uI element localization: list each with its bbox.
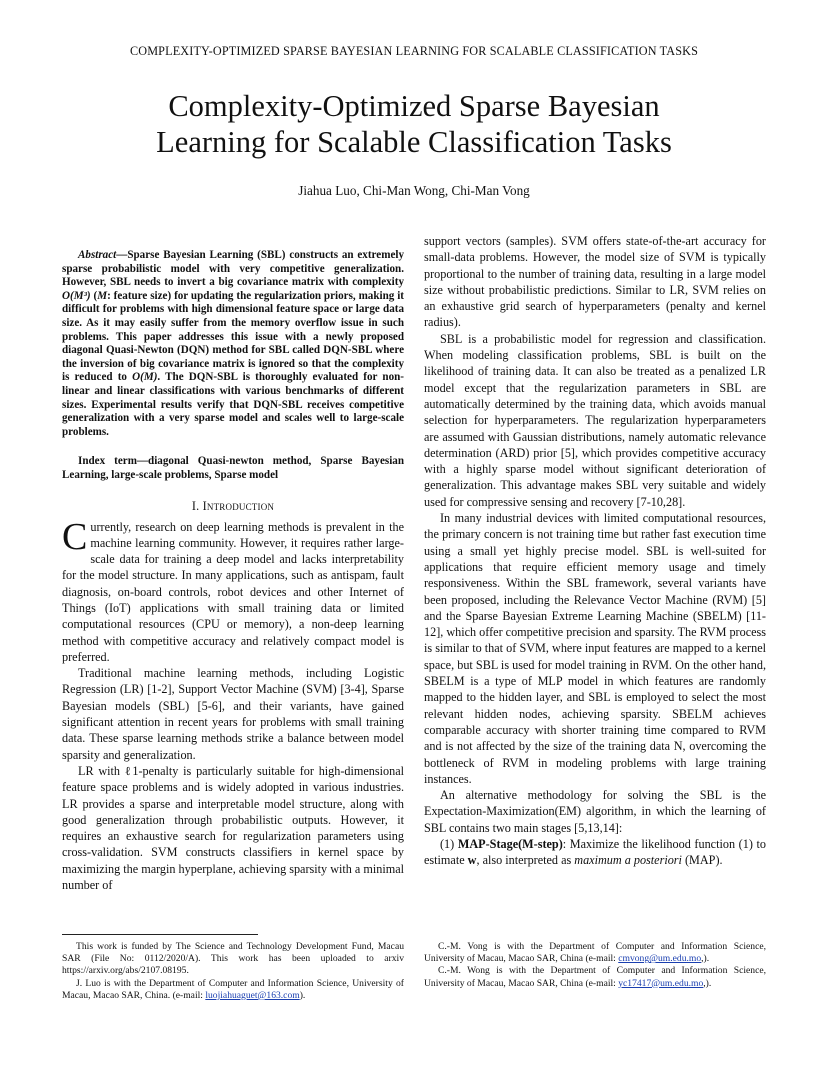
author-list: Jiahua Luo, Chi-Man Wong, Chi-Man Vong [298,183,530,198]
vong-affiliation-text: C.-M. Vong is with the Department of Computer and Information Science, University of Macau, Macao SAR, China (e-mail: [424,941,766,965]
map-stage-text: : Maximize the likelihood function (1) to estimate [424,836,766,868]
abstract-lead: Abstract [78,249,117,261]
map-term: maximum a posteriori [574,853,682,868]
footnotes-right [424,941,766,990]
drop-cap: C [62,515,88,558]
wong-affiliation-footnote [424,965,766,989]
title-line-2: Learning for Scalable Classification Tasks [156,125,672,159]
title-line-1: Complexity-Optimized Sparse Bayesian [168,89,660,123]
right-paragraph-1: SBL is a probabilistic model for regression and classification. When modeling classification problems, SBL is built on the likelihood of training data. It can also be treated as a penalized LR model except that the regularization parameters in SBL are automatically determined by the training data, which avoids manual selection for hyperparameters. The regularization hyperparameters are assumed with Gaussian distributions, namely automatic relevance determination (ARD) prior [5], which provides competitive accuracy with a highly sparse model without significant deterioration of generalization. This advantage makes SBL very suitable and widely used for compressive sensing and recovery [7-10,28]. [424,331,766,509]
map-stage-text-2: , also interpreted as [476,853,575,868]
intro-paragraph-1 [62,515,404,666]
running-head: COMPLEXITY-OPTIMIZED SPARSE BAYESIAN LEARNING FOR SCALABLE CLASSIFICATION TASKS [129,44,699,58]
luo-affiliation-footnote [62,978,404,1002]
abstract [62,249,404,439]
intro-paragraph-3: LR with ℓ1-penalty is particularly suitable for high-dimensional feature space problems and is widely adopted in various industries. LR provides a sparse and interpretable model structure, along with good generalization through probabilistic outputs. However, it requires an exhaustive search for regularization parameters using cross-validation. SVM constructs classifiers in kernel space by maximizing the margin hyperplane, achieving sparsity with a minimal number of [62,763,404,893]
feature-size-symbol: M [97,289,108,302]
intro-paragraph-1-text: urrently, research on deep learning methods is prevalent in the machine learning community. However, it requires rather large-scale data for training a deep model and lacks interpretability for the model structure. In many applications, such as antispam, fault diagnosis, on-board controls, robot devices and other Internet of Things (IoT) applications with small training data or limited computational resources (CPU or memory), a non-deep learning method with competitive accuracy and relatively compact model is preferred. [62,519,404,664]
vong-affiliation-footnote [424,941,766,965]
index-terms: Index term—diagonal Quasi-newton method, Sparse Bayesian Learning, large-scale problems, Sparse model [62,455,404,481]
section-heading-introduction: I. Introduction [191,498,275,513]
footnote-rule [62,934,258,935]
luo-affiliation-end: ). [299,989,306,1001]
map-stage-label: MAP-Stage(M-step) [457,836,563,851]
left-column [62,233,404,893]
funding-footnote: This work is funded by The Science and Technology Development Fund, Macau SAR (File No: 0112/2020/A). This work has been uploaded to arxiv https://arxiv.org/abs/2107.08195. [62,941,404,977]
right-column [424,233,766,869]
complexity-cubic: O(M³) [62,289,91,302]
vong-affiliation-end: ,). [701,953,710,965]
luo-affiliation-text: J. Luo is with the Department of Computer and Information Science, University of Macau, Macao SAR, China. (e-mail: [62,977,404,1001]
stage-number: (1) [440,836,458,851]
wong-affiliation-end: ,). [703,977,712,989]
weight-vector-symbol: w [467,853,477,868]
abstract-text-4: . The DQN-SBL is thoroughly evaluated for non-linear and linear classifications with various benchmarks of different sizes. Experimental results verify that DQN-SBL receives competitive generalization with a very sparse model and scales well to large-scale problems. [62,371,404,438]
luo-email-link[interactable]: luojiahuaguet@163.com [205,989,300,1001]
vong-email-link[interactable]: cmvong@um.edu.mo [618,953,702,965]
right-paragraph-4 [424,836,766,869]
complexity-linear: O(M) [132,371,158,384]
wong-affiliation-text: C.-M. Wong is with the Department of Computer and Information Science, University of Macau, Macao SAR, China (e-mail: [424,965,766,989]
footnotes-left [62,941,404,1002]
right-paragraph-0: support vectors (samples). SVM offers state-of-the-art accuracy for small-data problems. However, the model size of SVM is typically proportional to the number of training data, resulting in a large model size without probabilistic predictions. Similar to LR, SVM relies on an exhaustive grid search of hyperparameters (penalty and kernel radius). [424,234,766,330]
right-paragraph-2: In many industrial devices with limited computational resources, the primary concern is not training time but rather fast execution time using a small yet highly precise model. SBL is well-suited for applications that require efficient memory usage and timely responsiveness. Within the SBL framework, several variants have been proposed, including the Relevance Vector Machine (RVM) [5] and the Sparse Bayesian Extreme Learning Machine (SBELM) [11-12], which offer competitive precision and sparsity. The RVM process is similar to that of SVM, where input features are mapped to a kernel space, but SBL is used for model training in RVM. On the other hand, SBELM is a type of MLP model in which features are randomly mapped to the hidden layer, and SBL is employed to select the most relevant hidden nodes, achieving sparsity. SBELM achieves comparable accuracy with shorter training time compared to RVM and is not affected by the size of the training data N, overcoming the bottleneck of RVM in modeling problems with large training instances. [424,511,766,786]
right-paragraph-3: An alternative methodology for solving the SBL is the Expectation-Maximization(EM) algorithm, in which the learning of SBL contains two main stages [5,13,14]: [424,788,766,835]
map-stage-end: (MAP). [681,853,723,868]
abstract-text-1: —Sparse Bayesian Learning (SBL) constructs an extremely sparse probabilistic model with very competitive generalization. However, SBL needs to invert a big covariance matrix with complexity [62,249,404,289]
paper-title [0,88,828,160]
abstract-text-2: ( [90,289,98,302]
intro-paragraph-2: Traditional machine learning methods, including Logistic Regression (LR) [1-2], Support Vector Machine (SVM) [3-4], Sparse Bayesian models (SBL) [5-6], and their variants, have gained significant attention in recent years for problems with small training data. These sparse learning methods strike a balance between model sparsity and generalization. [62,666,404,762]
wong-email-link[interactable]: yc17417@um.edu.mo [618,977,704,989]
abstract-text-3: : feature size) for updating the regularization priors, making it difficult for problems with high dimensional feature space or large data size. As it may easily suffer from the memory overflow issue in such problems. This paper addresses this issue with a newly proposed diagonal Quasi-Newton (DQN) method for SBL called DQN-SBL where the inversion of big covariance matrix is ignored so that the complexity is reduced to [62,289,404,384]
